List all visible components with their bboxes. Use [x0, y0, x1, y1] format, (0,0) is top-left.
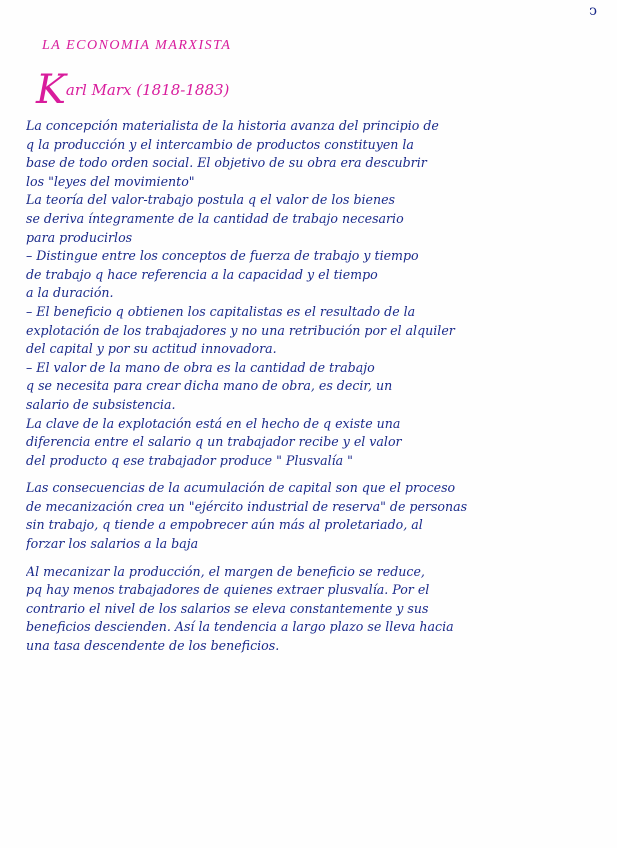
text-line: para producirlos: [26, 229, 133, 245]
text-line: una tasa descendente de los beneficios.: [26, 638, 280, 654]
text-line: del producto q ese trabajador produce " Plusvalía ": [26, 452, 353, 468]
text-line: base de todo orden social. El objetivo de su obra era descubrir: [26, 155, 427, 171]
text-line: beneficios descienden. Así la tendencia a largo plazo se lleva hacia: [26, 619, 454, 635]
text-line: del capital y por su actitud innovadora.: [26, 341, 277, 357]
text-line: q se necesita para crear dicha mano de obra, es decir, un: [26, 378, 393, 394]
paragraph-gap: [26, 554, 586, 563]
text-line: explotación de los trabajadores y no una retribución por el alquiler: [26, 322, 455, 338]
text-line: La concepción materialista de la historia avanza del principio de: [26, 118, 439, 133]
text-line: de trabajo q hace referencia a la capacidad y el tiempo: [26, 266, 378, 282]
text-line: La clave de la explotación está en el hecho de q existe una: [26, 415, 401, 431]
text-line: se deriva íntegramente de la cantidad de trabajo necesario: [26, 210, 404, 226]
author-name: arl Marx (1818-1883): [65, 81, 230, 99]
text-line: a la duración.: [26, 285, 114, 301]
page-title: LA ECONOMIA MARXISTA: [42, 38, 232, 53]
text-line: diferencia entre el salario q un trabajador recibe y el valor: [26, 434, 402, 450]
text-line: pq hay menos trabajadores de quienes extraer plusvalía. Por el: [26, 582, 430, 598]
corner-mark: ↄ: [589, 3, 597, 19]
author-initial: K: [36, 67, 66, 113]
text-line: La teoría del valor-trabajo postula q el valor de los bienes: [26, 192, 396, 208]
text-line: contrario el nivel de los salarios se eleva constantemente y sus: [26, 600, 429, 616]
author-heading: [36, 67, 230, 113]
body-text: [26, 117, 586, 656]
text-line: salario de subsistencia.: [26, 396, 176, 412]
text-line: – Distingue entre los conceptos de fuerza de trabajo y tiempo: [26, 248, 419, 264]
text-line: Las consecuencias de la acumulación de capital son que el proceso: [26, 480, 456, 496]
text-line: Al mecanizar la producción, el margen de beneficio se reduce,: [26, 563, 425, 579]
text-line: los "leyes del movimiento": [26, 173, 195, 189]
paragraph-gap: [26, 470, 586, 479]
text-line: de mecanización crea un "ejército industrial de reserva" de personas: [26, 498, 468, 514]
text-line: q la producción y el intercambio de productos constituyen la: [26, 136, 414, 152]
text-line: – El valor de la mano de obra es la cantidad de trabajo: [26, 359, 375, 375]
text-line: sin trabajo, q tiende a empobrecer aún más al proletariado, al: [26, 517, 423, 533]
text-line: forzar los salarios a la baja: [26, 536, 199, 552]
text-line: – El beneficio q obtienen los capitalistas es el resultado de la: [26, 303, 416, 319]
